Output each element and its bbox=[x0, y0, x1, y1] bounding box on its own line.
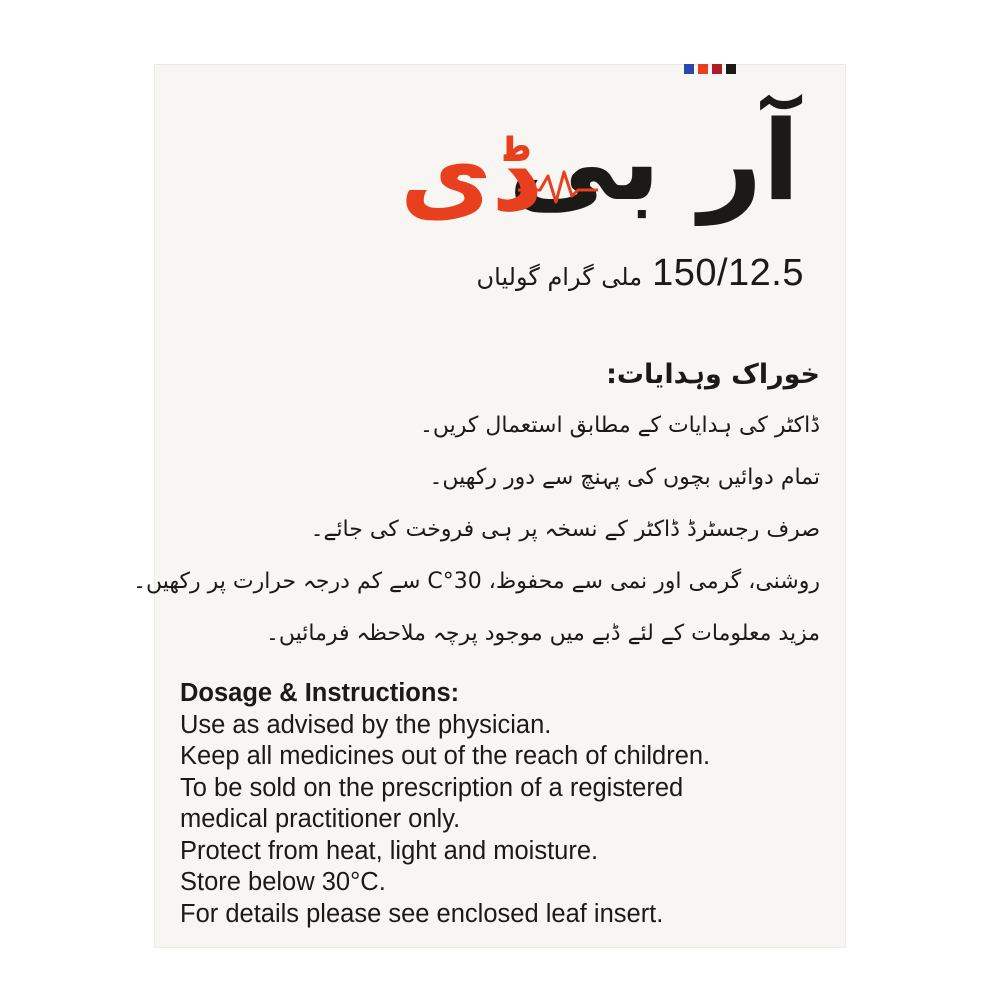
stripe-red bbox=[712, 64, 722, 74]
urdu-heading: خوراک وہدایات: bbox=[606, 359, 820, 390]
stripe-orange bbox=[698, 64, 708, 74]
strength-value: 150/12.5 bbox=[652, 252, 804, 294]
color-stripes bbox=[684, 64, 736, 74]
strength-unit: ملی گرام گولیاں bbox=[476, 263, 643, 291]
brand-name-suffix: ڈی bbox=[400, 117, 537, 234]
stripe-blue bbox=[684, 64, 694, 74]
urdu-line: تمام دوائیں بچوں کی پہنچ سے دور رکھیں۔ bbox=[429, 465, 820, 490]
strength-row bbox=[477, 252, 805, 295]
english-line: medical practitioner only. bbox=[180, 805, 461, 833]
english-line: Store below 30°C. bbox=[180, 868, 386, 896]
urdu-line: صرف رجسٹرڈ ڈاکٹر کے نسخہ پر ہی فروخت کی جائے۔ bbox=[310, 517, 820, 542]
urdu-instructions bbox=[133, 350, 820, 660]
english-line: To be sold on the prescription of a registered bbox=[180, 773, 684, 802]
brand-name-main: آر بی bbox=[508, 97, 800, 225]
english-heading: Dosage & Instructions: bbox=[180, 679, 460, 707]
brand-logo bbox=[380, 96, 800, 266]
stripe-black bbox=[726, 64, 736, 74]
english-line: For details please see enclosed leaf insert. bbox=[180, 899, 664, 928]
urdu-line: مزید معلومات کے لئے ڈبے میں موجود پرچہ ملاحظہ فرمائیں۔ bbox=[265, 621, 820, 646]
urdu-line: ڈاکٹر کی ہدایات کے مطابق استعمال کریں۔ bbox=[420, 413, 820, 438]
urdu-line: روشنی، گرمی اور نمی سے محفوظ، 30°C سے کم درجہ حرارت پر رکھیں۔ bbox=[133, 569, 820, 594]
english-line: Keep all medicines out of the reach of children. bbox=[180, 742, 711, 770]
english-line: Use as advised by the physician. bbox=[180, 710, 552, 739]
english-instructions bbox=[180, 678, 820, 930]
english-line: Protect from heat, light and moisture. bbox=[180, 836, 599, 865]
